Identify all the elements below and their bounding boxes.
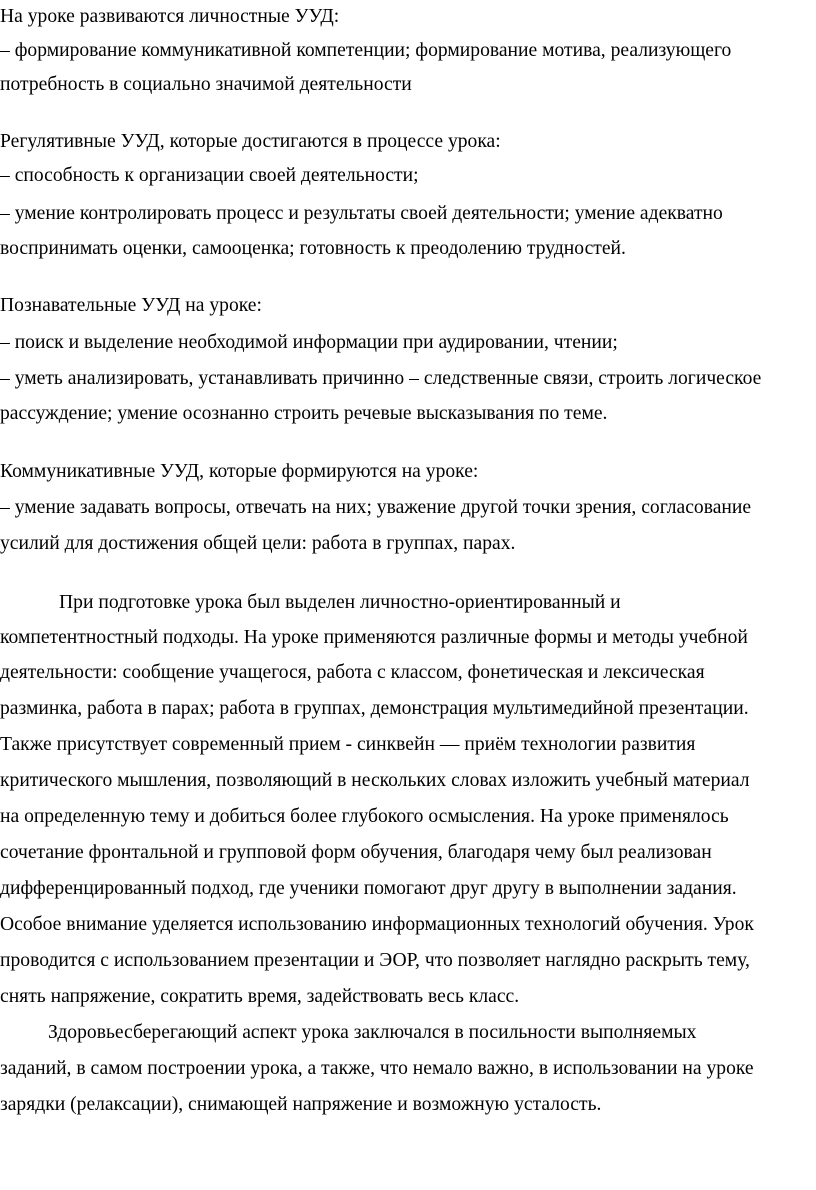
text-line: – формирование коммуникативной компетенции; формирование мотива, реализующего [0,40,732,61]
text-line: – уметь анализировать, устанавливать причинно – следственные связи, строить логическое [0,368,762,389]
text-line: деятельности: сообщение учащегося, работа с классом, фонетическая и лексическая [0,662,705,683]
text-line: Познавательные УУД на уроке: [0,295,262,316]
text-line: воспринимать оценки, самооценка; готовность к преодолению трудностей. [0,238,626,259]
text-line: сочетание фронтальной и групповой форм обучения, благодаря чему был реализован [0,842,712,863]
text-line: зарядки (релаксации), снимающей напряжение и возможную усталость. [0,1094,602,1115]
text-line: На уроке развиваются личностные УУД: [0,6,340,27]
text-line: разминка, работа в парах; работа в группах, демонстрация мультимедийной презентации. [0,698,749,719]
text-line: Регулятивные УУД, которые достигаются в процессе урока: [0,131,501,152]
text-line: При подготовке урока был выделен личностно-ориентированный и [59,592,621,613]
text-line: рассуждение; умение осознанно строить речевые высказывания по теме. [0,403,608,424]
text-line: компетентностный подходы. На уроке применяются различные формы и методы учебной [0,627,748,648]
text-line: Также присутствует современный прием - синквейн — приём технологии развития [0,734,696,755]
text-line: потребность в социально значимой деятельности [0,74,412,95]
text-line: Особое внимание уделяется использованию информационных технологий обучения. Урок [0,914,754,935]
text-line: на определенную тему и добиться более глубокого осмысления. На уроке применялось [0,806,729,827]
text-line: снять напряжение, сократить время, задействовать весь класс. [0,986,520,1007]
text-line: проводится с использованием презентации и ЭОР, что позволяет наглядно раскрыть тему, [0,950,750,971]
text-line: усилий для достижения общей цели: работа в группах, парах. [0,533,516,554]
text-line: заданий, в самом построении урока, а также, что немало важно, в использовании на уроке [0,1058,754,1079]
text-line: – умение задавать вопросы, отвечать на них; уважение другой точки зрения, согласование [0,497,752,518]
text-line: Здоровьесберегающий аспект урока заключался в посильности выполняемых [48,1022,697,1043]
text-line: критического мышления, позволяющий в нескольких словах изложить учебный материал [0,770,750,791]
text-line: – умение контролировать процесс и результаты своей деятельности; умение адекватно [0,203,723,224]
text-line: Коммуникативные УУД, которые формируются на уроке: [0,461,479,482]
text-line: – поиск и выделение необходимой информации при аудировании, чтении; [0,332,618,353]
text-line: дифференцированный подход, где ученики помогают друг другу в выполнении задания. [0,878,737,899]
text-line: – способность к организации своей деятельности; [0,165,419,186]
